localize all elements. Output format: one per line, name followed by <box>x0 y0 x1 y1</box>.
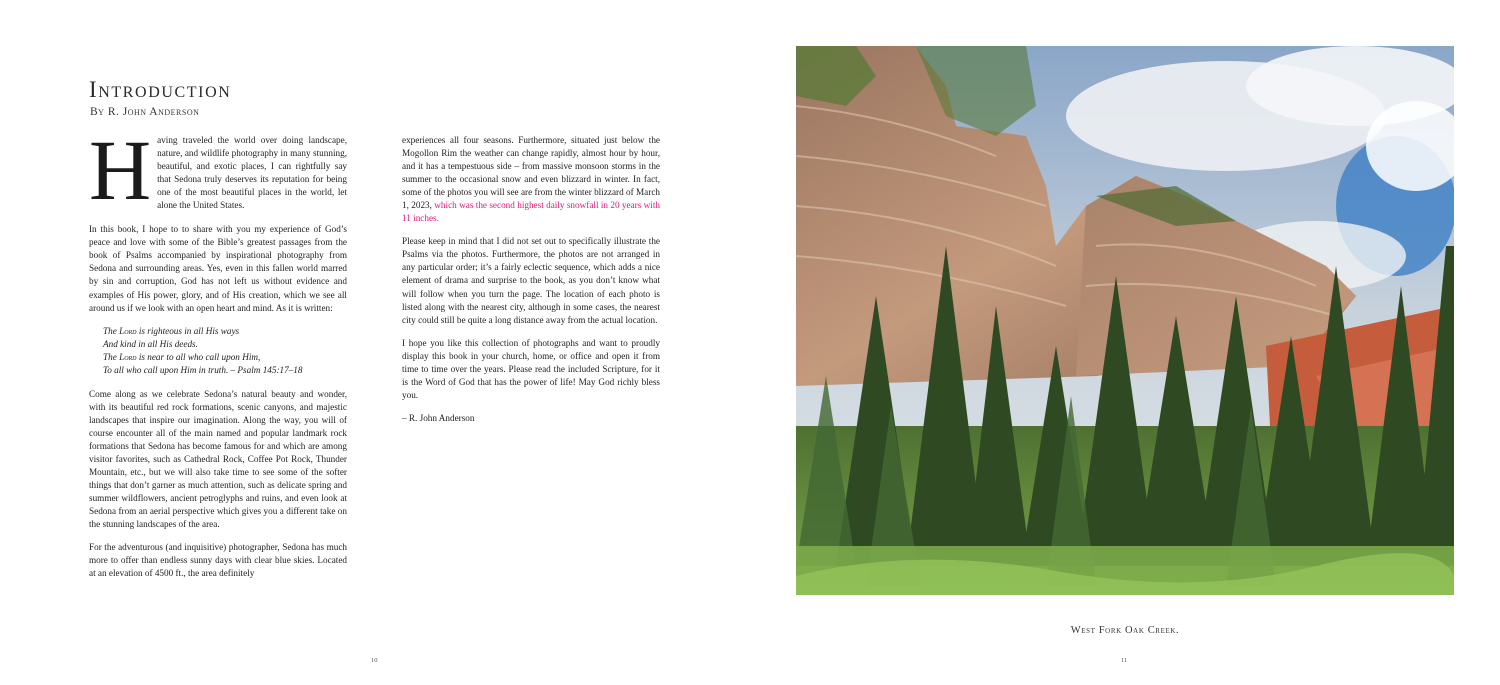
verse-line-3: The Lord is near to all who call upon Him, <box>103 351 261 362</box>
page-number-left: 10 <box>371 657 378 664</box>
paragraph-3: Come along as we celebrate Sedona’s natural beauty and wonder, with its beautiful red rock formations, scenic canyons, and majestic landscapes that inspire our imagination. Along the way, you will of course encounter all of the main named and popular landmark rock formations that Sedona has become famous for and which are among visitor favorites, such as Cathedral Rock, Coffee Pot Rock, Thunder Mountain, etc., but we will also take time to see some of the softer things that don’t garner as much attention, such as delicate spring and summer wildflowers, ancient petroglyphs and ruins, and even look at Sedona from an aerial perspective which gives you a different take on the stunning landscapes of the area. <box>89 388 347 530</box>
verse-line-1: The Lord is righteous in all His ways <box>103 325 240 336</box>
paragraph-5: experiences all four seasons. Furthermore, situated just below the Mogollon Rim the weather can change rapidly, almost hour by hour, and it has a tempestuous side – from massive monsoon storms in the summer to the occasional snow and even blizzard in winter. In fact, some of the photos you will see are from the winter blizzard of March 1, 2023, which was the second highest daily snowfall in 20 years with 11 inches. <box>402 135 660 224</box>
right-page <box>750 0 1500 685</box>
paragraph-6: Please keep in mind that I did not set out to specifically illustrate the Psalms via the photos. Furthermore, the photos are not arranged in any particular order; it’s a fairly eclectic sequence, which adds a nice element of drama and surprise to the book, as you don’t know what will follow when you turn the page. The location of each photo is listed along with the nearest city, although in some cases, the nearest city could still be quite a long distance away from the actual location. <box>402 236 660 325</box>
page-title: Introduction <box>89 77 232 102</box>
byline: By R. John Anderson <box>90 106 200 118</box>
paragraph-7: I hope you like this collection of photographs and want to proudly display this book in your church, home, or office and open it from time to time over the years. Please read the included Scripture, for it is the Word of God that has the power of life! May God richly bless you. <box>402 337 660 400</box>
text-column-2 <box>402 134 660 435</box>
drop-cap: H <box>89 122 152 218</box>
photo-illustration <box>796 46 1454 595</box>
verse-line-4: To all who call upon Him in truth. – Psalm 145:17–18 <box>103 364 303 375</box>
verse-line-2: And kind in all His deeds. <box>103 338 198 349</box>
photo-caption: West Fork Oak Creek. <box>1070 625 1180 636</box>
paragraph-1-text: aving traveled the world over doing landscape, nature, and wildlife photography in many stunning, beautiful, and exotic places, I can rightfully say that Sedona truly deserves its reputation for being one of the most beautiful places in the world, let alone the United States. <box>157 135 347 211</box>
page-number-right: 11 <box>1121 657 1128 664</box>
text-column-1 <box>89 122 347 590</box>
scripture-quote <box>103 325 347 377</box>
paragraph-1 <box>89 122 347 218</box>
paragraph-4: For the adventurous (and inquisitive) photographer, Sedona has much more to offer than endless sunny days with clear blue skies. Located at an elevation of 4500 ft., the area definitely <box>89 542 347 579</box>
paragraph-2: In this book, I hope to to share with you my experience of God’s peace and love with some of the Bible’s greatest passages from the book of Psalms accompanied by inspirational photography from Sedona and surrounding areas. Yes, even in this fallen world marred by sin and corruption, God has not left us without evidence and examples of His power, glory, and of His creation, which we see all around us if we look with an open heart and mind. As it is written: <box>89 224 347 313</box>
highlighted-text: which was the second highest daily snowfall in 20 years with 11 inches. <box>402 200 660 224</box>
landscape-photo <box>796 46 1454 595</box>
signoff: – R. John Anderson <box>402 412 475 423</box>
